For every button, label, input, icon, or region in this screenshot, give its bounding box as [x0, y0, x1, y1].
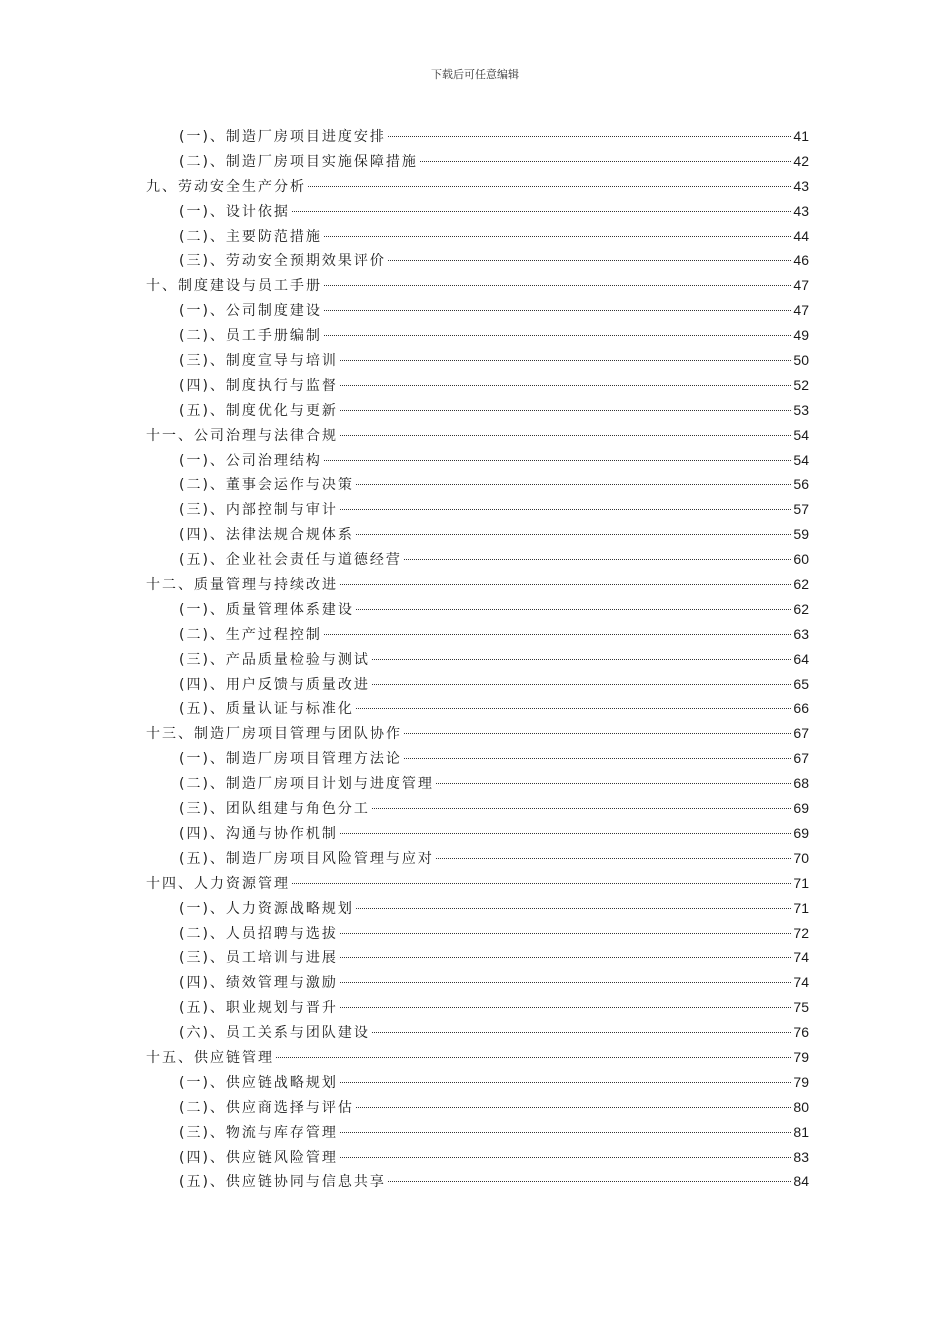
toc-page-number: 46 — [793, 252, 809, 269]
toc-section-entry[interactable] — [146, 1070, 809, 1095]
toc-page-number: 75 — [793, 999, 809, 1016]
toc-entry-title: 十二、质量管理与持续改进 — [146, 577, 338, 594]
table-of-contents — [146, 124, 809, 1194]
toc-section-entry[interactable] — [146, 348, 809, 373]
toc-section-entry[interactable] — [146, 149, 809, 174]
toc-entry-title: 九、劳动安全生产分析 — [146, 178, 306, 195]
dot-leader — [356, 609, 791, 610]
toc-page-number: 47 — [793, 277, 809, 294]
toc-page-number: 43 — [793, 177, 809, 194]
toc-entry-title: (三)、员工培训与进展 — [179, 950, 338, 967]
toc-page-number: 59 — [793, 526, 809, 543]
toc-chapter-entry[interactable] — [146, 273, 809, 298]
toc-section-entry[interactable] — [146, 1020, 809, 1045]
dot-leader — [340, 933, 791, 934]
toc-entry-title: (一)、制造厂房项目进度安排 — [179, 129, 386, 145]
dot-leader — [356, 708, 791, 709]
toc-page-number: 68 — [793, 775, 809, 792]
dot-leader — [340, 1007, 791, 1008]
toc-entry-title: (一)、供应链战略规划 — [179, 1074, 338, 1091]
toc-entry-title: 十五、供应链管理 — [146, 1049, 274, 1066]
toc-entry-title: (三)、产品质量检验与测试 — [179, 651, 370, 668]
toc-page-number: 79 — [793, 1073, 809, 1090]
toc-entry-title: (五)、供应链协同与信息共享 — [179, 1174, 386, 1191]
dot-leader — [340, 833, 791, 834]
toc-page-number: 43 — [793, 202, 809, 219]
toc-chapter-entry[interactable] — [146, 174, 809, 199]
toc-section-entry[interactable] — [146, 846, 809, 871]
dot-leader — [356, 534, 791, 535]
toc-entry-title: (二)、员工手册编制 — [179, 328, 322, 345]
toc-entry-title: 十、制度建设与员工手册 — [146, 278, 322, 295]
toc-section-entry[interactable] — [146, 497, 809, 522]
toc-section-entry[interactable] — [146, 1095, 809, 1120]
toc-page-number: 54 — [793, 451, 809, 468]
toc-entry-title: (二)、董事会运作与决策 — [179, 477, 354, 494]
toc-page-number: 83 — [793, 1148, 809, 1165]
dot-leader — [308, 186, 791, 187]
toc-section-entry[interactable] — [146, 622, 809, 647]
toc-section-entry[interactable] — [146, 373, 809, 398]
toc-page-number: 70 — [793, 849, 809, 866]
toc-entry-title: (三)、物流与库存管理 — [179, 1124, 338, 1141]
toc-entry-title: (五)、质量认证与标准化 — [179, 701, 354, 718]
toc-entry-title: (一)、设计依据 — [179, 203, 290, 220]
dot-leader — [340, 410, 791, 411]
dot-leader — [404, 733, 791, 734]
toc-page-number: 76 — [793, 1024, 809, 1041]
toc-entry-title: (四)、制度执行与监督 — [179, 377, 338, 394]
toc-entry-title: (二)、制造厂房项目实施保障措施 — [179, 153, 418, 170]
toc-entry-title: (五)、制度优化与更新 — [179, 402, 338, 419]
toc-section-entry[interactable] — [146, 124, 809, 149]
toc-chapter-entry[interactable] — [146, 721, 809, 746]
dot-leader — [420, 161, 791, 162]
toc-section-entry[interactable] — [146, 771, 809, 796]
dot-leader — [356, 484, 791, 485]
toc-page-number: 71 — [793, 899, 809, 916]
toc-chapter-entry[interactable] — [146, 1045, 809, 1070]
toc-entry-title: (一)、制造厂房项目管理方法论 — [179, 751, 402, 768]
dot-leader — [340, 385, 791, 386]
toc-page-number: 62 — [793, 600, 809, 617]
toc-section-entry[interactable] — [146, 796, 809, 821]
toc-page-number: 56 — [793, 476, 809, 493]
dot-leader — [372, 659, 791, 660]
toc-page-number: 62 — [793, 576, 809, 593]
toc-section-entry[interactable] — [146, 672, 809, 697]
toc-page-number: 71 — [793, 874, 809, 891]
dot-leader — [292, 883, 791, 884]
toc-section-entry[interactable] — [146, 298, 809, 323]
toc-entry-title: (五)、制造厂房项目风险管理与应对 — [179, 850, 434, 867]
toc-entry-title: (二)、主要防范措施 — [179, 228, 322, 245]
toc-section-entry[interactable] — [146, 896, 809, 921]
dot-leader — [276, 1057, 791, 1058]
dot-leader — [340, 1082, 791, 1083]
toc-entry-title: (四)、沟通与协作机制 — [179, 825, 338, 842]
toc-page-number: 65 — [793, 675, 809, 692]
toc-page-number: 74 — [793, 974, 809, 991]
toc-section-entry[interactable] — [146, 547, 809, 572]
toc-page-number: 72 — [793, 924, 809, 941]
toc-section-entry[interactable] — [146, 522, 809, 547]
toc-page-number: 74 — [793, 949, 809, 966]
toc-section-entry[interactable] — [146, 597, 809, 622]
toc-page-number: 50 — [793, 352, 809, 369]
toc-entry-title: (一)、公司治理结构 — [179, 452, 322, 469]
toc-page-number: 52 — [793, 376, 809, 393]
toc-page-number: 84 — [793, 1173, 809, 1190]
toc-page-number: 42 — [793, 152, 809, 169]
dot-leader — [404, 758, 791, 759]
toc-entry-title: (二)、供应商选择与评估 — [179, 1099, 354, 1116]
toc-page-number: 60 — [793, 551, 809, 568]
toc-section-entry[interactable] — [146, 1145, 809, 1170]
toc-page-number: 49 — [793, 327, 809, 344]
dot-leader — [324, 236, 791, 237]
dot-leader — [340, 1157, 791, 1158]
dot-leader — [340, 435, 791, 436]
dot-leader — [356, 1107, 791, 1108]
toc-section-entry[interactable] — [146, 398, 809, 423]
toc-page-number: 44 — [793, 227, 809, 244]
toc-section-entry[interactable] — [146, 248, 809, 273]
toc-section-entry[interactable] — [146, 821, 809, 846]
dot-leader — [340, 957, 791, 958]
toc-page-number: 54 — [793, 426, 809, 443]
toc-chapter-entry[interactable] — [146, 871, 809, 896]
toc-page-number: 80 — [793, 1098, 809, 1115]
dot-leader — [340, 982, 791, 983]
toc-entry-title: (一)、公司制度建设 — [179, 303, 322, 320]
toc-page-number: 81 — [793, 1123, 809, 1140]
dot-leader — [356, 908, 791, 909]
dot-leader — [340, 584, 791, 585]
dot-leader — [324, 310, 791, 311]
toc-section-entry[interactable] — [146, 1120, 809, 1145]
dot-leader — [324, 634, 791, 635]
toc-entry-title: (三)、内部控制与审计 — [179, 502, 338, 519]
toc-section-entry[interactable] — [146, 696, 809, 721]
dot-leader — [324, 460, 791, 461]
toc-entry-title: 十四、人力资源管理 — [146, 875, 290, 892]
toc-entry-title: (四)、供应链风险管理 — [179, 1149, 338, 1166]
toc-section-entry[interactable] — [146, 921, 809, 946]
toc-entry-title: (四)、绩效管理与激励 — [179, 975, 338, 992]
toc-entry-title: (一)、质量管理体系建设 — [179, 601, 354, 618]
toc-entry-title: (二)、人员招聘与选拔 — [179, 925, 338, 942]
toc-page-number: 67 — [793, 725, 809, 742]
toc-entry-title: (五)、企业社会责任与道德经营 — [179, 552, 402, 569]
toc-entry-title: (三)、团队组建与角色分工 — [179, 801, 370, 818]
toc-page-number: 63 — [793, 625, 809, 642]
toc-chapter-entry[interactable] — [146, 423, 809, 448]
toc-page-number: 69 — [793, 824, 809, 841]
toc-page-number: 67 — [793, 750, 809, 767]
toc-section-entry[interactable] — [146, 199, 809, 224]
dot-leader — [372, 808, 791, 809]
toc-entry-title: (六)、员工关系与团队建设 — [179, 1025, 370, 1042]
toc-section-entry[interactable] — [146, 970, 809, 995]
dot-leader — [436, 858, 791, 859]
toc-page-number: 66 — [793, 700, 809, 717]
toc-entry-title: 十一、公司治理与法律合规 — [146, 427, 338, 444]
dot-leader — [324, 285, 791, 286]
dot-leader — [388, 136, 791, 137]
toc-section-entry[interactable] — [146, 746, 809, 771]
toc-section-entry[interactable] — [146, 448, 809, 473]
toc-entry-title: (二)、生产过程控制 — [179, 626, 322, 643]
toc-entry-title: (三)、制度宣导与培训 — [179, 353, 338, 370]
dot-leader — [404, 559, 791, 560]
toc-section-entry[interactable] — [146, 995, 809, 1020]
toc-section-entry[interactable] — [146, 945, 809, 970]
toc-entry-title: 十三、制造厂房项目管理与团队协作 — [146, 726, 402, 743]
toc-section-entry[interactable] — [146, 647, 809, 672]
dot-leader — [340, 360, 791, 361]
toc-page-number: 47 — [793, 302, 809, 319]
dot-leader — [292, 211, 791, 212]
dot-leader — [388, 260, 791, 261]
dot-leader — [340, 509, 791, 510]
toc-section-entry[interactable] — [146, 472, 809, 497]
dot-leader — [372, 684, 791, 685]
toc-page-number: 69 — [793, 800, 809, 817]
toc-section-entry[interactable] — [146, 1169, 809, 1194]
toc-entry-title: (四)、法律法规合规体系 — [179, 527, 354, 544]
toc-section-entry[interactable] — [146, 224, 809, 249]
toc-entry-title: (四)、用户反馈与质量改进 — [179, 676, 370, 693]
dot-leader — [388, 1181, 791, 1182]
dot-leader — [324, 335, 791, 336]
dot-leader — [340, 1132, 791, 1133]
toc-page-number: 53 — [793, 401, 809, 418]
dot-leader — [372, 1032, 791, 1033]
toc-page-number: 64 — [793, 650, 809, 667]
toc-page-number: 79 — [793, 1048, 809, 1065]
page-header: 下载后可任意编辑 — [431, 68, 519, 81]
toc-entry-title: (五)、职业规划与晋升 — [179, 1000, 338, 1017]
toc-entry-title: (三)、劳动安全预期效果评价 — [179, 253, 386, 270]
toc-entry-title: (二)、制造厂房项目计划与进度管理 — [179, 776, 434, 793]
toc-entry-title: (一)、人力资源战略规划 — [179, 900, 354, 917]
toc-page-number: 41 — [793, 128, 809, 144]
toc-section-entry[interactable] — [146, 323, 809, 348]
dot-leader — [436, 783, 791, 784]
toc-chapter-entry[interactable] — [146, 572, 809, 597]
toc-page-number: 57 — [793, 501, 809, 518]
